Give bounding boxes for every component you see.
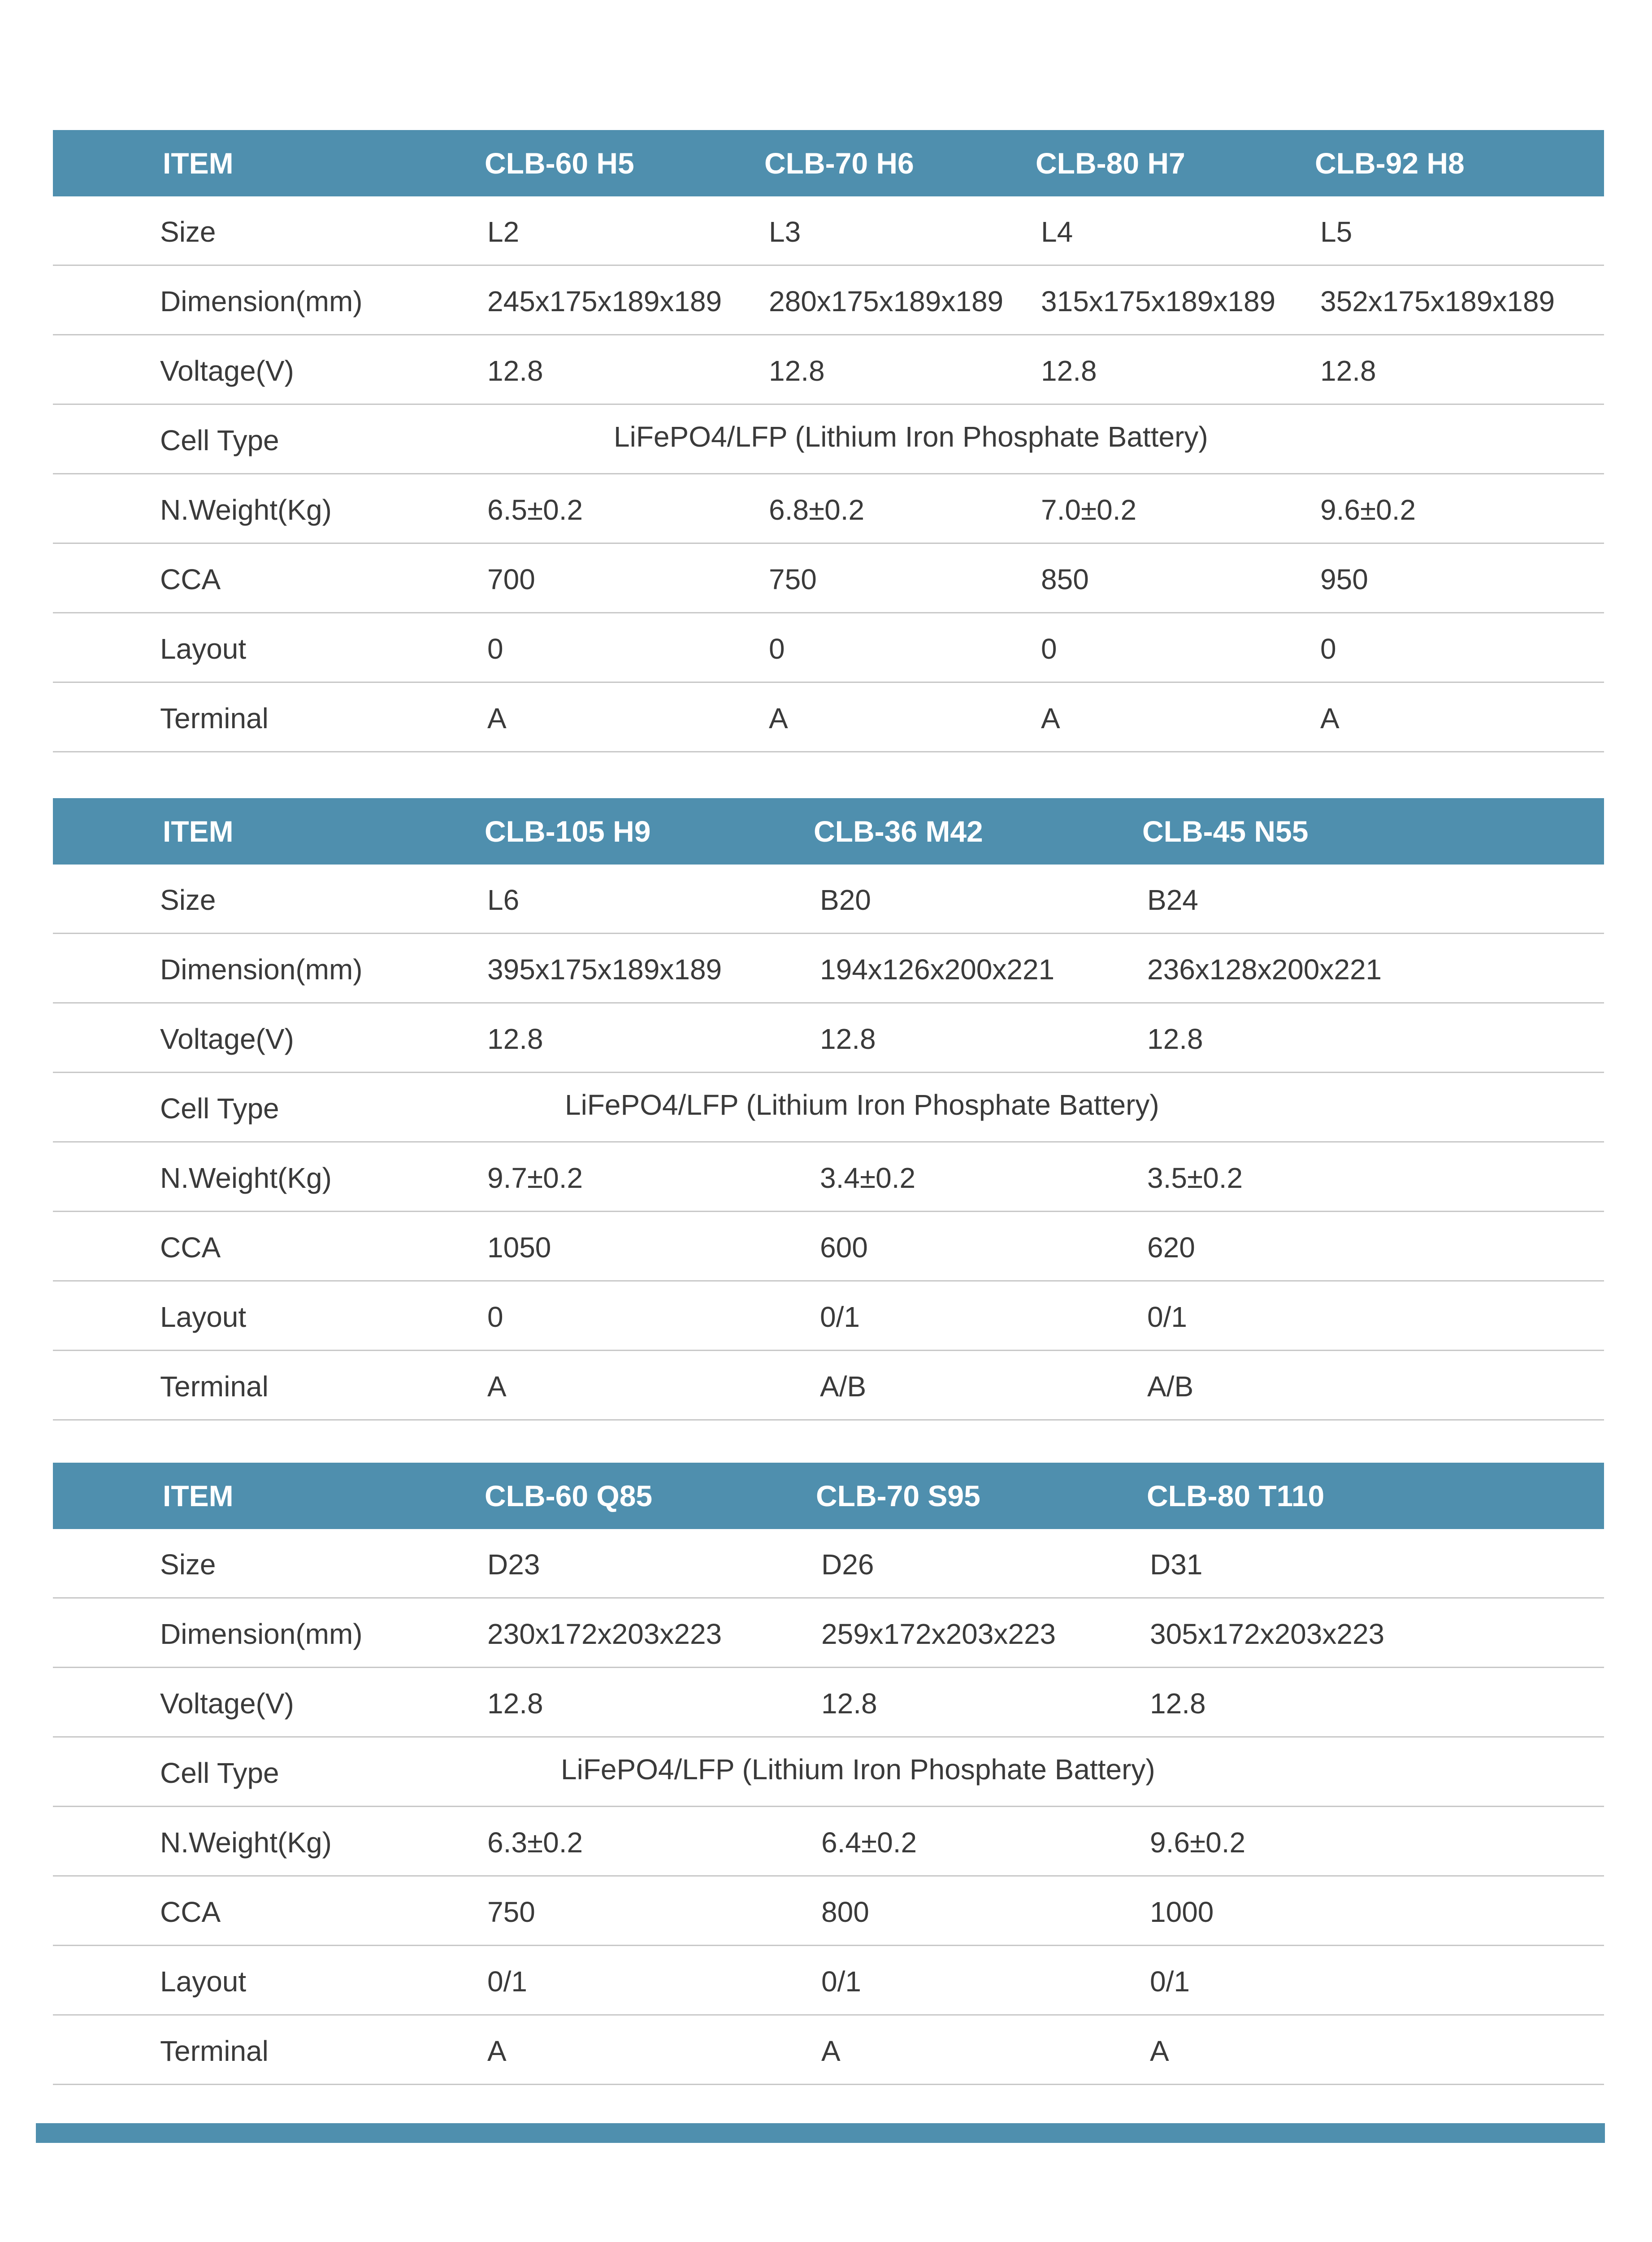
- table-cell: A: [487, 1370, 507, 1403]
- header-cell: CLB-70 S95: [816, 1479, 980, 1512]
- header-cell: CLB-70 H6: [764, 147, 914, 180]
- table-cell: B20: [820, 884, 871, 916]
- table-row: [53, 1738, 1604, 1807]
- table-cell: 280x175x189x189: [769, 285, 1004, 317]
- table-cell: A/B: [820, 1370, 867, 1403]
- table-header: [53, 798, 1604, 865]
- header-cell: CLB-45 N55: [1142, 815, 1309, 848]
- cell-type-value: LiFePO4/LFP (Lithium Iron Phosphate Battery): [614, 421, 1208, 453]
- row-label: CCA: [160, 1896, 221, 1928]
- table-row: [53, 683, 1604, 752]
- row-label: Cell Type: [160, 424, 279, 456]
- table-row: [53, 1004, 1604, 1073]
- spec-table-1: [53, 130, 1604, 752]
- table-cell: 750: [769, 563, 817, 595]
- table-cell: 7.0±0.2: [1041, 494, 1137, 526]
- table-row: [53, 1212, 1604, 1282]
- row-label: Voltage(V): [160, 1687, 294, 1720]
- table-cell: A: [769, 702, 788, 734]
- row-label: Size: [160, 884, 216, 916]
- table-cell: 12.8: [821, 1687, 877, 1720]
- row-label: N.Weight(Kg): [160, 494, 332, 526]
- row-label: Dimension(mm): [160, 953, 363, 986]
- table-cell: A: [821, 2035, 841, 2067]
- table-row: [53, 1599, 1604, 1668]
- header-cell: CLB-80 T110: [1147, 1479, 1325, 1512]
- table-row: [53, 1073, 1604, 1143]
- cell-type-value: LiFePO4/LFP (Lithium Iron Phosphate Battery): [565, 1089, 1159, 1121]
- spec-table-2: [53, 798, 1604, 1421]
- table-row: [53, 1946, 1604, 2016]
- table-cell: 12.8: [487, 355, 543, 387]
- table-cell: 12.8: [769, 355, 825, 387]
- table-cell: 12.8: [487, 1687, 543, 1720]
- row-label: Layout: [160, 1301, 247, 1333]
- table-cell: 9.6±0.2: [1150, 1826, 1246, 1859]
- table-row: [53, 1668, 1604, 1738]
- table-row: [53, 1351, 1604, 1421]
- row-label: N.Weight(Kg): [160, 1162, 332, 1194]
- table-row: [53, 613, 1604, 683]
- row-label: N.Weight(Kg): [160, 1826, 332, 1859]
- header-cell: ITEM: [163, 815, 234, 848]
- table-cell: L4: [1041, 216, 1073, 248]
- table-cell: 12.8: [1041, 355, 1097, 387]
- table-cell: A: [1320, 702, 1340, 734]
- table-row: [53, 405, 1604, 474]
- row-label: Size: [160, 216, 216, 248]
- table-cell: 12.8: [1150, 1687, 1206, 1720]
- header-cell: ITEM: [163, 1479, 234, 1512]
- table-cell: 352x175x189x189: [1320, 285, 1555, 317]
- table-cell: 0/1: [1147, 1301, 1187, 1333]
- table-cell: 6.5±0.2: [487, 494, 583, 526]
- table-row: [53, 1529, 1604, 1599]
- table-cell: 950: [1320, 563, 1368, 595]
- table-row: [53, 2016, 1604, 2085]
- header-cell: CLB-80 H7: [1036, 147, 1185, 180]
- header-cell: ITEM: [163, 147, 234, 180]
- table-cell: 6.3±0.2: [487, 1826, 583, 1859]
- table-row: [53, 1877, 1604, 1946]
- table-body: [53, 196, 1604, 752]
- table-header: [53, 130, 1604, 196]
- row-label: Dimension(mm): [160, 285, 363, 317]
- row-label: CCA: [160, 563, 221, 595]
- row-label: Cell Type: [160, 1757, 279, 1789]
- row-label: Layout: [160, 1965, 247, 1998]
- table-cell: 12.8: [487, 1023, 543, 1055]
- table-body: [53, 1529, 1604, 2085]
- table-cell: A: [1041, 702, 1060, 734]
- row-label: Size: [160, 1548, 216, 1581]
- table-cell: 230x172x203x223: [487, 1618, 722, 1650]
- table-cell: 0: [487, 633, 503, 665]
- table-row: [53, 196, 1604, 266]
- table-cell: 245x175x189x189: [487, 285, 722, 317]
- table-row: [53, 1282, 1604, 1351]
- table-cell: 305x172x203x223: [1150, 1618, 1385, 1650]
- table-cell: 1000: [1150, 1896, 1214, 1928]
- table-cell: 620: [1147, 1231, 1195, 1264]
- header-cell: CLB-92 H8: [1315, 147, 1465, 180]
- table-cell: 236x128x200x221: [1147, 953, 1382, 986]
- table-cell: 0: [1041, 633, 1057, 665]
- row-label: CCA: [160, 1231, 221, 1264]
- table-cell: 0/1: [487, 1965, 527, 1998]
- row-label: Terminal: [160, 702, 269, 734]
- row-label: Terminal: [160, 2035, 269, 2067]
- table-cell: D23: [487, 1548, 540, 1581]
- table-cell: 12.8: [1147, 1023, 1203, 1055]
- table-cell: A: [487, 702, 507, 734]
- footer-bar: [36, 2123, 1605, 2143]
- table-cell: 0/1: [821, 1965, 861, 1998]
- row-label: Dimension(mm): [160, 1618, 363, 1650]
- table-row: [53, 544, 1604, 613]
- table-cell: L3: [769, 216, 801, 248]
- table-cell: 259x172x203x223: [821, 1618, 1056, 1650]
- table-cell: 6.8±0.2: [769, 494, 865, 526]
- table-cell: A: [487, 2035, 507, 2067]
- row-label: Cell Type: [160, 1092, 279, 1125]
- row-label: Voltage(V): [160, 1023, 294, 1055]
- header-cell: CLB-105 H9: [485, 815, 651, 848]
- table-body: [53, 865, 1604, 1421]
- table-cell: 12.8: [1320, 355, 1376, 387]
- table-cell: 9.6±0.2: [1320, 494, 1416, 526]
- header-cell: CLB-36 M42: [814, 815, 983, 848]
- table-cell: 0/1: [820, 1301, 860, 1333]
- table-row: [53, 1143, 1604, 1212]
- table-header: [53, 1463, 1604, 1529]
- table-cell: 1050: [487, 1231, 551, 1264]
- table-cell: 0: [487, 1301, 503, 1333]
- table-cell: 6.4±0.2: [821, 1826, 917, 1859]
- table-cell: 750: [487, 1896, 535, 1928]
- table-row: [53, 266, 1604, 335]
- header-cell: CLB-60 H5: [485, 147, 634, 180]
- table-cell: D26: [821, 1548, 874, 1581]
- row-label: Terminal: [160, 1370, 269, 1403]
- table-cell: 0/1: [1150, 1965, 1190, 1998]
- table-cell: 3.5±0.2: [1147, 1162, 1243, 1194]
- row-label: Layout: [160, 633, 247, 665]
- table-cell: 3.4±0.2: [820, 1162, 916, 1194]
- table-cell: 600: [820, 1231, 868, 1264]
- table-row: [53, 934, 1604, 1004]
- table-cell: 0: [1320, 633, 1336, 665]
- table-cell: L5: [1320, 216, 1353, 248]
- cell-type-value: LiFePO4/LFP (Lithium Iron Phosphate Battery): [561, 1753, 1155, 1786]
- table-cell: A/B: [1147, 1370, 1194, 1403]
- table-row: [53, 474, 1604, 544]
- table-cell: 12.8: [820, 1023, 876, 1055]
- table-cell: B24: [1147, 884, 1198, 916]
- row-label: Voltage(V): [160, 355, 294, 387]
- table-cell: 194x126x200x221: [820, 953, 1055, 986]
- table-row: [53, 335, 1604, 405]
- table-row: [53, 865, 1604, 934]
- table-cell: D31: [1150, 1548, 1203, 1581]
- table-cell: 800: [821, 1896, 869, 1928]
- table-cell: 9.7±0.2: [487, 1162, 583, 1194]
- table-cell: 395x175x189x189: [487, 953, 722, 986]
- table-cell: L2: [487, 216, 520, 248]
- table-cell: 850: [1041, 563, 1089, 595]
- table-cell: A: [1150, 2035, 1169, 2067]
- spec-table-3: [53, 1463, 1604, 2085]
- header-cell: CLB-60 Q85: [485, 1479, 653, 1512]
- table-cell: 0: [769, 633, 785, 665]
- table-cell: 315x175x189x189: [1041, 285, 1276, 317]
- table-cell: 700: [487, 563, 535, 595]
- table-row: [53, 1807, 1604, 1877]
- table-cell: L6: [487, 884, 520, 916]
